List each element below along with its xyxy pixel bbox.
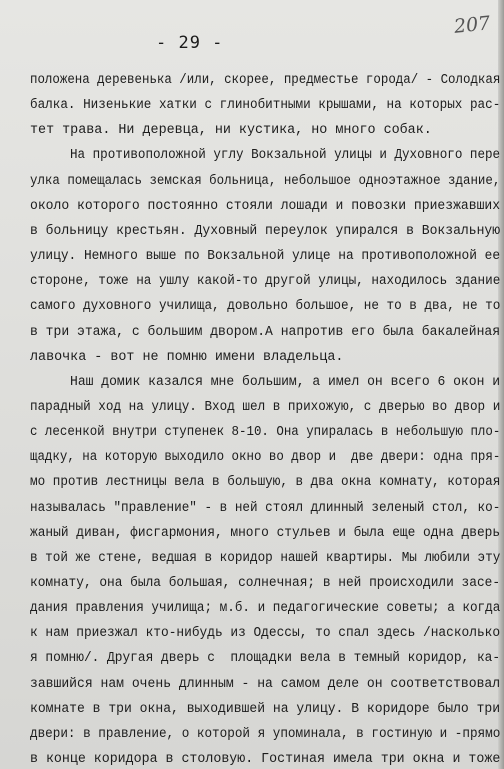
text-line: Наш домик казался мне большим, а имел он всего 6 окон и: [70, 374, 501, 390]
text-line: балка. Низенькие хатки с глинобитными крышами, на которых рас-: [30, 98, 501, 114]
text-line: называлась "правление" - в ней стоял длинный зеленый стол, ко-: [30, 500, 501, 516]
text-line: в той же стене, ведшая в коридор нашей квартиры. Мы любили эту: [30, 550, 501, 566]
text-line: к нам приезжал кто-нибудь из Одессы, то спал здесь /насколько: [30, 626, 501, 642]
text-line: улка помещалась земская больница, небольшое одноэтажное здание,: [30, 173, 501, 189]
text-line: парадный ход на улицу. Вход шел в прихожую, с дверью во двор и: [30, 399, 501, 415]
text-line: комнату, она была большая, солнечная; в ней происходили засе-: [30, 576, 501, 591]
text-line: тет трава. Ни деревца, ни кустика, но много собак.: [30, 123, 432, 139]
text-line: завшийся нам очень длинным - на самом деле он соответствовал: [30, 676, 501, 692]
text-line: дания правления училища; м.б. и педагогические советы; а когда: [30, 601, 501, 617]
text-line: лавочка - вот не помню имени владельца.: [30, 349, 344, 365]
handwritten-page-number: 207: [452, 12, 492, 38]
page-number: - 29 -: [156, 33, 224, 53]
text-line: в конце коридора в столовую. Гостиная имела три окна и тоже: [30, 752, 501, 767]
text-line: около которого постоянно стояли лошади и повозки приезжавших: [30, 198, 501, 214]
text-line: положена деревенька /или, скорее, предместье города/ - Солодкая: [30, 73, 501, 88]
text-line: двери: в правление, о которой я упоминала, в гостиную и -прямо: [30, 726, 501, 742]
text-line: в больницу крестьян. Духовный переулок упирался в Вокзальную: [30, 223, 501, 239]
text-line: комнате в три окна, выходившей на улицу. В коридоре было три: [30, 701, 501, 717]
text-line: щадку, на которую выходило окно во двор и две двери: одна пря-: [30, 450, 501, 466]
text-line: жаный диван, фисгармония, много стульев и была еще одна дверь: [30, 525, 501, 541]
text-line: стороне, тоже на ушлу какой-то другой улицы, находилось здание: [30, 274, 501, 290]
text-line: На противоположной углу Вокзальной улицы и Духовного пере: [70, 148, 501, 164]
text-line: в три этажа, с большим двором.А напротив его была бакалейная: [30, 324, 501, 340]
text-line: улицу. Немного выше по Вокзальной улице на противоположной ее: [30, 249, 501, 264]
text-line: я помню/. Другая дверь с площадки вела в темный коридор, ка-: [30, 651, 501, 667]
text-line: мо против лестницы вела в большую, в два окна комнату, которая: [30, 475, 501, 491]
text-line: самого духовного училища, довольно большое, не то в два, не то: [30, 299, 501, 315]
text-line: с лесенкой внутри ступенек 8-10. Она упиралась в небольшую пло-: [30, 425, 501, 441]
